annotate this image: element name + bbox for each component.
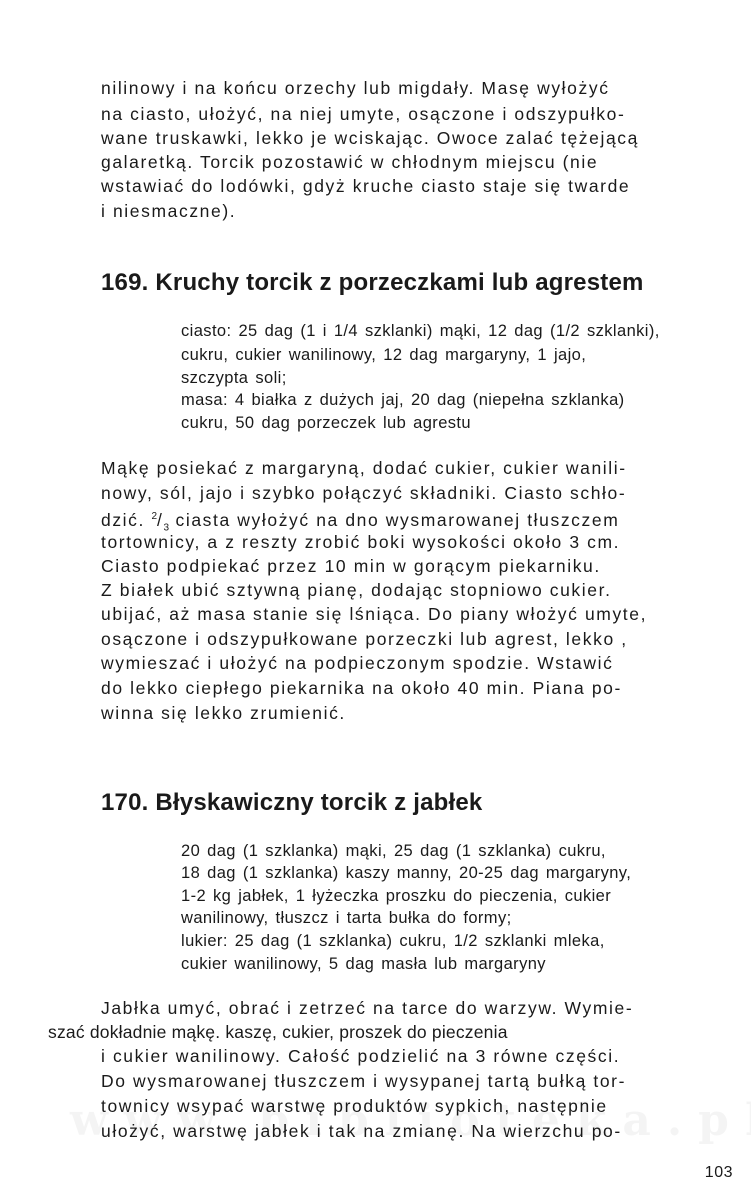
text-line: wane truskawki, lekko je wciskając. Owoce zalać tężejącą [101, 128, 639, 148]
fraction-after: ciasta wyłożyć na dno wysmarowanej tłuszczem [175, 509, 620, 530]
fraction-denominator: 3 [163, 522, 170, 534]
ingredient-line: cukier wanilinowy, 5 dag masła lub margaryny [181, 955, 546, 973]
ingredient-line: cukru, cukier wanilinowy, 12 dag margaryny, 1 jajo, [181, 346, 587, 364]
text-line: do lekko ciepłego piekarnika na około 40 min. Piana po- [101, 678, 622, 698]
fraction-before: dzić. [101, 509, 145, 530]
text-line: Jabłka umyć, obrać i zetrzeć na tarce do warzyw. Wymie- [101, 998, 634, 1018]
text-line: townicy wsypać warstwę produktów sypkich, następnie [101, 1096, 608, 1116]
ingredient-line: masa: 4 białka z dużych jaj, 20 dag (niepełna szklanka) [181, 391, 625, 409]
text-line: nowy, sól, jajo i szybko połączyć składniki. Ciasto schło- [101, 483, 627, 503]
text-line: Mąkę posiekać z margaryną, dodać cukier, cukier wanili- [101, 458, 627, 478]
fraction-numerator: 2 [151, 511, 158, 522]
ingredient-line: szczypta soli; [181, 369, 287, 387]
text-line: szać dokładnie mąkę. kaszę, cukier, proszek do pieczenia [48, 1022, 508, 1042]
text-line: winna się lekko zrumienić. [101, 703, 346, 723]
page-number: 103 [704, 1164, 733, 1181]
ingredient-line: cukru, 50 dag porzeczek lub agrestu [181, 414, 471, 432]
text-line: tortownicy, a z reszty zrobić boki wysokości około 3 cm. [101, 532, 621, 552]
fraction-slash: / [157, 509, 164, 530]
ingredient-line: 1-2 kg jabłek, 1 łyżeczka proszku do pieczenia, cukier [181, 887, 612, 905]
recipe-170-title: 170. Błyskawiczny torcik z jabłek [101, 789, 483, 816]
text-line: ubijać, aż masa stanie się lśniąca. Do piany włożyć umyte, [101, 604, 648, 624]
text-line: ułożyć, warstwę jabłek i tak na zmianę. Na wierzchu po- [101, 1121, 622, 1141]
text-line: nilinowy i na końcu orzechy lub migdały. Masę wyłożyć [101, 78, 610, 98]
ingredient-line: 20 dag (1 szklanka) mąki, 25 dag (1 szklanka) cukru, [181, 842, 606, 860]
ingredient-line: wanilinowy, tłuszcz i tarta bułka do formy; [181, 909, 512, 927]
text-line: Ciasto podpiekać przez 10 min w gorącym piekarniku. [101, 556, 601, 576]
text-line: wstawiać do lodówki, gdyż kruche ciasto staje się twarde [101, 176, 631, 196]
text-line: wymieszać i ułożyć na podpieczonym spodzie. Wstawić [101, 653, 614, 673]
ingredient-line: 18 dag (1 szklanka) kaszy manny, 20-25 dag margaryny, [181, 864, 632, 882]
text-line: na ciasto, ułożyć, na niej umyte, osączone i odszypułko- [101, 104, 626, 124]
text-line: i cukier wanilinowy. Całość podzielić na 3 równe części. [101, 1046, 621, 1066]
recipe-169-title: 169. Kruchy torcik z porzeczkami lub agrestem [101, 269, 644, 296]
ingredient-line: ciasto: 25 dag (1 i 1/4 szklanki) mąki, 12 dag (1/2 szklanki), [181, 322, 660, 340]
text-line: i niesmaczne). [101, 201, 237, 221]
text-line: Do wysmarowanej tłuszczem i wysypanej tartą bułką tor- [101, 1071, 627, 1091]
text-line: Z białek ubić sztywną pianę, dodając stopniowo cukier. [101, 580, 612, 600]
text-line: osączone i odszypułkowane porzeczki lub agrest, lekko , [101, 629, 628, 649]
text-line: galaretką. Torcik pozostawić w chłodnym miejscu (nie [101, 152, 599, 172]
ingredient-line: lukier: 25 dag (1 szklanka) cukru, 1/2 szklanki mleka, [181, 932, 605, 950]
